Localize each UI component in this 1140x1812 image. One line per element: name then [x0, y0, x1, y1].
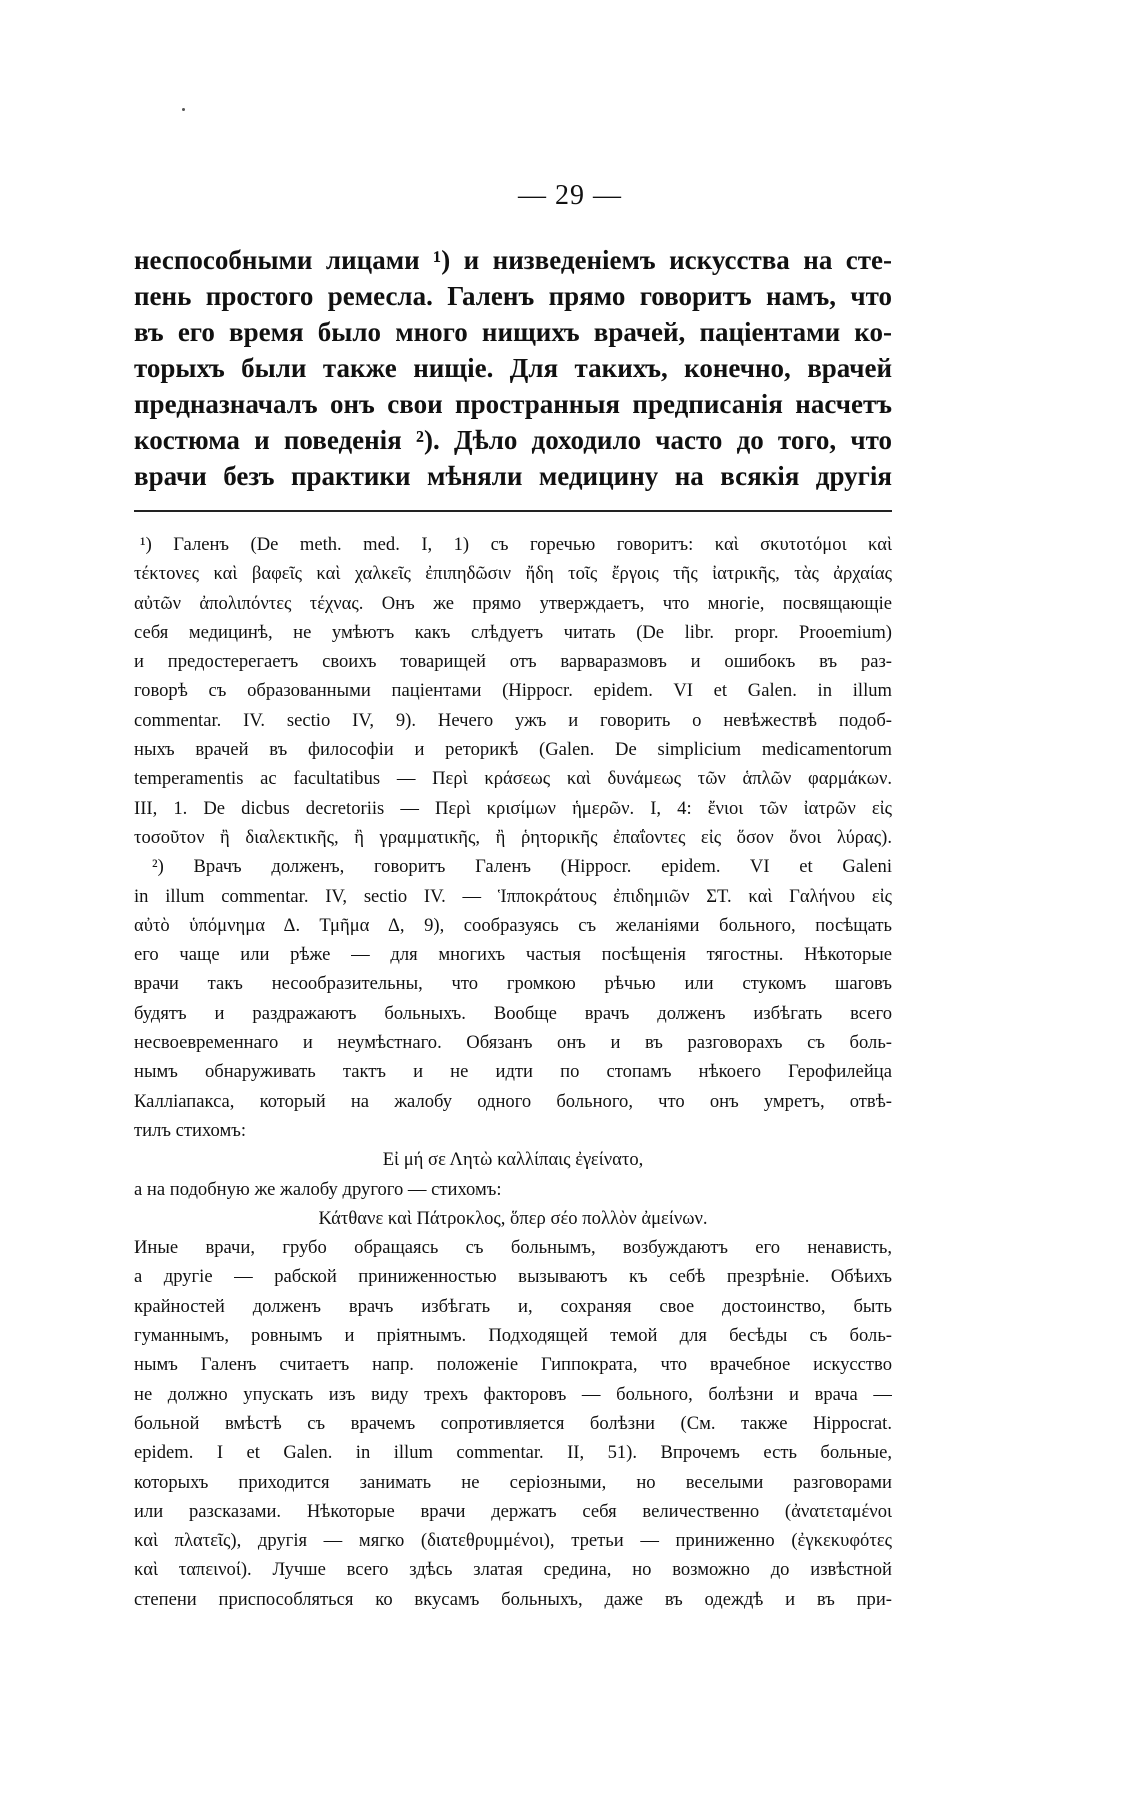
footnote-line: больной вмѣстѣ съ врачемъ сопротивляется болѣзни (См. также Hippocrat. [134, 1412, 892, 1434]
scan-speck [182, 108, 185, 111]
footnote-line: степени приспособляться ко вкусамъ больныхъ, даже въ одеждѣ и въ при- [134, 1588, 892, 1610]
footnote-line: нымъ обнаруживать тактъ и не идти по стопамъ нѣкоего Герофилейца [134, 1061, 892, 1083]
footnote-line: τοσοῦτον ἢ διαλεκτικῆς, ἢ γραμματικῆς, ἢ ῥητορικῆς ἐπαΐοντες εἰς ὅσον ὄνοι λύρας). [134, 826, 892, 848]
footnote-line: врачи такъ несообразительны, что громкою рѣчью или стукомъ шаговъ [134, 973, 892, 995]
footnote-line: будятъ и раздражаютъ больныхъ. Вообще врачъ долженъ избѣгать всего [134, 1002, 892, 1024]
page-number: — 29 — [518, 180, 622, 211]
footnote-line: Калліапакса, который на жалобу одного больного, что онъ умретъ, отвѣ- [134, 1090, 892, 1112]
footnote-line: себя медицинѣ, не умѣютъ какъ слѣдуетъ читать (De libr. propr. Prooemium) [134, 621, 892, 643]
footnote-line: не должно упускать изъ виду трехъ факторовъ — больного, болѣзни и врача — [134, 1383, 892, 1405]
footnote-line: а другіе — рабской приниженностью вызываютъ къ себѣ презрѣніе. Обѣихъ [134, 1266, 892, 1288]
footnote-line: τέκτονες καὶ βαφεῖς καὶ χαλκεῖς ἐπιπηδῶσιν ἤδη τοῖς ἔργοις τῆς ἰατρικῆς, τὰς ἀρχαίας [134, 563, 892, 585]
footnote-line: гуманнымъ, ровнымъ и пріятнымъ. Подходящей темой для бесѣды съ боль- [134, 1325, 892, 1347]
main-line: предназначалъ онъ свои пространныя предписанія насчетъ [134, 389, 892, 419]
footnote-line: commentar. IV. sectio IV, 9). Нечего ужъ и говорить о невѣжествѣ подоб- [134, 709, 892, 731]
main-line: врачи безъ практики мѣняли медицину на всякія другія [134, 461, 892, 491]
footnote-line: αὐτὸ ὑπόμνημα Δ. Τμῆμα Δ, 9), сообразуясь съ желаніями больного, посѣщать [134, 914, 892, 936]
footnote-line: говорѣ съ образованными паціентами (Hippocr. epidem. VI et Galen. in illum [134, 680, 892, 702]
footnote-line: ¹) Галенъ (De meth. med. I, 1) съ горечью говоритъ: καὶ σκυτοτόμοι καὶ [140, 534, 892, 555]
footnote-line: epidem. I et Galen. in illum commentar. II, 51). Впрочемъ есть больные, [134, 1442, 892, 1464]
footnote-line: несвоевременнаго и неумѣстнаго. Обязанъ онъ и въ разговорахъ съ боль- [134, 1032, 892, 1054]
footnote-line: его чаще или рѣже — для многихъ частыя посѣщенія тягостны. Нѣкоторые [134, 944, 892, 966]
footnote-line: καὶ πλατεῖς), другія — мягко (διατεθρυμμένοι), третьи — приниженно (ἐγκεκυφότες [134, 1530, 892, 1552]
verse-quote: Εἰ μή σε Λητὼ καλλίπαις ἐγείνατο, [382, 1149, 644, 1171]
footnote-divider [134, 510, 892, 512]
verse-quote: Κάτθανε καὶ Πάτροκλος, ὅπερ σέο πολλὸν ἀμείνων. [318, 1207, 708, 1229]
footnote-line: крайностей долженъ врачъ избѣгать и, сохраняя свое достоинство, быть [134, 1295, 892, 1317]
footnote-line: ныхъ врачей въ философіи и реторикѣ (Galen. De simplicium medicamentorum [134, 739, 892, 761]
main-line: костюма и поведенія ²). Дѣло доходило часто до того, что [134, 425, 892, 455]
footnote-line: которыхъ приходится занимать не серіозными, но веселыми разговорами [134, 1471, 892, 1493]
footnote-line: или разсказами. Нѣкоторые врачи держатъ себя величественно (ἀνατεταμένοι [134, 1500, 892, 1522]
footnote-line: temperamentis ac facultatibus — Περὶ κράσεως καὶ δυνάμεως τῶν ἁπλῶν φαρμάκων. [134, 768, 892, 790]
footnote-line: тилъ стихомъ: [134, 1119, 247, 1141]
main-text [134, 242, 892, 494]
footnote-line: καὶ ταπεινοί). Лучше всего здѣсь златая средина, но возможно до извѣстной [134, 1559, 892, 1581]
footnote-line: in illum commentar. IV, sectio IV. — Ἱπποκράτους ἐπιδημιῶν ΣΤ. καὶ Γαλήνου εἰς [134, 885, 892, 907]
footnote-line: и предостерегаетъ своихъ товарищей отъ варваразмовъ и ошибокъ въ раз- [134, 651, 892, 673]
main-line: пень простого ремесла. Галенъ прямо говоритъ намъ, что [134, 281, 892, 311]
footnote-line: III, 1. De dicbus decretoriis — Περὶ κρισίμων ἡμερῶν. I, 4: ἔνιοι τῶν ἰατρῶν εἰς [134, 797, 892, 819]
main-line: въ его время было много нищихъ врачей, паціентами ко- [134, 317, 892, 347]
main-line: неспособными лицами ¹) и низведеніемъ искусства на сте- [134, 245, 892, 275]
footnote-line: нымъ Галенъ считаетъ напр. положеніе Гиппократа, что врачебное искусство [134, 1354, 892, 1376]
footnote-line: Иные врачи, грубо обращаясь съ больнымъ, возбуждаютъ его ненависть, [134, 1237, 892, 1259]
main-line: торыхъ были также нищіе. Для такихъ, конечно, врачей [134, 353, 892, 383]
footnote-line: αὐτῶν ἀπολιπόντες τέχνας. Онъ же прямо утверждаетъ, что многіе, посвящающіе [134, 592, 892, 614]
footnotes [134, 530, 892, 1614]
footnote-line: ²) Врачъ долженъ, говоритъ Галенъ (Hippocr. epidem. VI et Galeni [152, 856, 892, 878]
footnote-line: а на подобную же жалобу другого — стихомъ: [134, 1178, 502, 1200]
